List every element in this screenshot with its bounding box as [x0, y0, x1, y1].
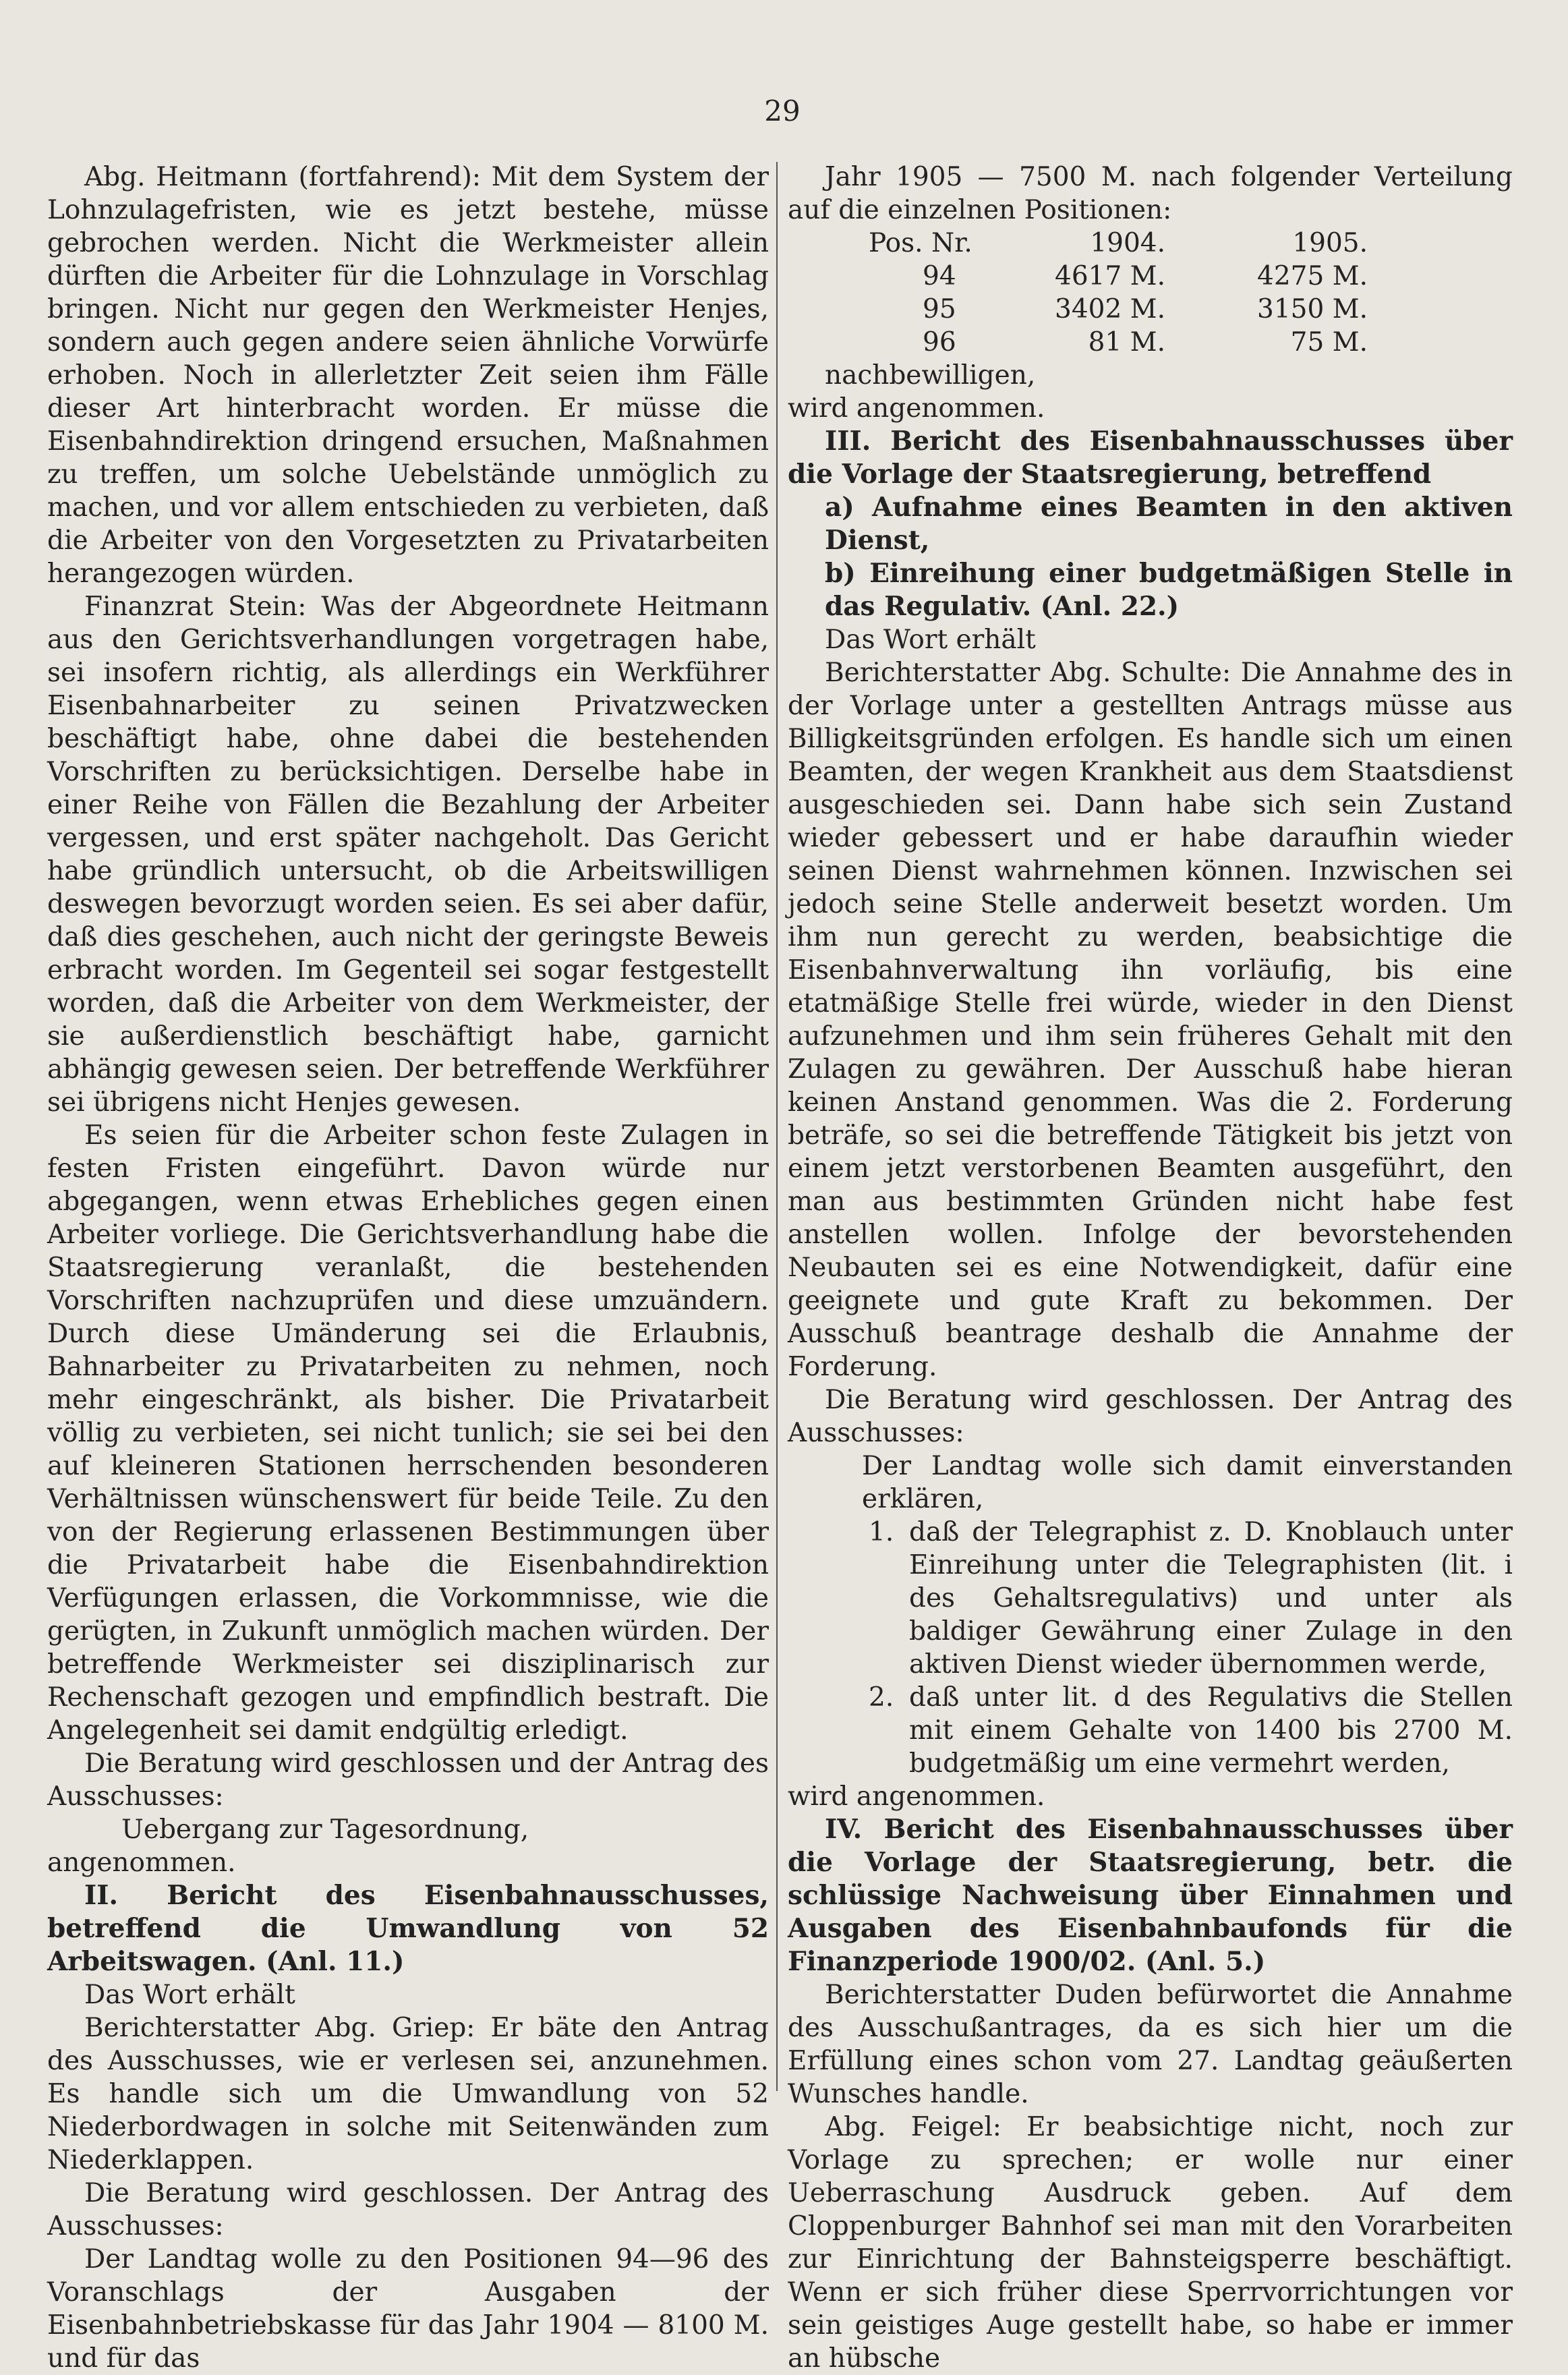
paragraph: Abg. Feigel: Er beabsichtige nicht, noch zur Vorlage zu sprechen; er wolle nur einer Ueberraschung Ausdruck geben. Auf dem Cloppenburger Bahnhof sei man mit den Vorarbeiten zur Einrichtung der Bahnsteigsperre beschäftigt. Wenn er sich früher diese Sperrvorrichtungen vor sein geistiges Auge gestellt habe, so habe er immer an hübsche — [788, 2112, 1513, 2374]
section-heading: IV. Bericht des Eisenbahnausschusses über die Vorlage der Staatsregierung, betr. die schlüssige Nachweisung über Einnahmen und Ausgaben des Eisenbahnbaufonds für die Finanzperiode 1900/02. (Anl. 5.) — [788, 1814, 1513, 1977]
paragraph: wird angenommen. — [788, 393, 1045, 424]
paragraph: Finanzrat Stein: Was der Abgeordnete Heitmann aus den Gerichtsverhandlungen vorgetragen habe, sei insofern richtig, als allerdings ein Werkführer Eisenbahnarbeiter zu seinen Privatzwecken beschäftigt habe, ohne dabei die bestehenden Vorschriften zu berücksichtigen. Derselbe habe in einer Reihe von Fällen die Bezahlung der Arbeiter vergessen, und erst später nachgeholt. Das Gericht habe gründlich untersucht, ob die Arbeitswilligen deswegen bevorzugt worden seien. Es sei aber dafür, daß dies geschehen, auch nicht der geringste Beweis erbracht worden. Im Gegenteil sei sogar festgestellt worden, daß die Arbeiter von dem Werkmeister, der sie außerdienstlich beschäftigt habe, garnicht abhängig gewesen seien. Der betreffende Werkführer sei übrigens nicht Henjes gewesen. — [47, 592, 769, 1118]
paragraph: nachbewilligen, — [825, 360, 1036, 391]
paragraph: Die Beratung wird geschlossen. Der Antrag des Ausschusses: — [47, 2178, 769, 2241]
table-header-cell: Pos. Nr. — [869, 228, 972, 258]
list-number: 2. — [869, 1682, 894, 1713]
table-cell: 95 — [923, 294, 956, 324]
list-item — [869, 1681, 1513, 1780]
list-item — [869, 1516, 1513, 1681]
left-column — [47, 161, 769, 2375]
paragraph: angenommen. — [47, 1848, 236, 1878]
list-text: daß unter lit. d des Regulativs die Stellen mit einem Gehalte von 1400 bis 2700 M. budgetmäßig um eine vermehrt werden, — [909, 1682, 1513, 1779]
paragraph: Die Beratung wird geschlossen und der Antrag des Ausschusses: — [47, 1748, 769, 1812]
paragraph: Berichterstatter Duden befürwortet die Annahme des Ausschußantrages, da es sich hier um die Erfüllung eines schon vom 27. Landtag geäußerten Wunsches handle. — [788, 1980, 1513, 2109]
paragraph: Abg. Heitmann (fortfahrend): Mit dem System der Lohnzulagefristen, wie es jetzt bestehe, müsse gebrochen werden. Nicht die Werkmeister allein dürften die Arbeiter für die Lohnzulage in Vorschlag bringen. Nicht nur gegen den Werkmeister Henjes, sondern auch gegen andere seien ähnliche Vorwürfe erhoben. Noch in allerletzter Zeit seien ihm Fälle dieser Art hinterbracht worden. Er müsse die Eisenbahndirektion dringend ersuchen, Maßnahmen zu treffen, um solche Uebelstände unmöglich zu machen, und vor allem entschieden zu verbieten, daß die Arbeiter von den Vorgesetzten zu Privatarbeiten herangezogen würden. — [47, 162, 769, 589]
section-heading: II. Bericht des Eisenbahnausschusses, betreffend die Umwandlung von 52 Arbeitswagen. (Anl. 11.) — [47, 1880, 769, 1977]
table-cell: 3402 M. — [1055, 294, 1165, 324]
paragraph: Es seien für die Arbeiter schon feste Zulagen in festen Fristen eingeführt. Davon würde nur abgegangen, wenn etwas Erhebliches gegen einen Arbeiter vorliege. Die Gerichtsverhandlung habe die Staatsregierung veranlaßt, die bestehenden Vorschriften nachzuprüfen und diese umzuändern. Durch diese Umänderung sei die Erlaubnis, Bahnarbeiter zu Privatarbeiten zu nehmen, noch mehr eingeschränkt, als bisher. Die Privatarbeit völlig zu verbieten, sei nicht tunlich; sie sei bei den auf kleineren Stationen herrschenden besonderen Verhältnissen wünschenswert für beide Teile. Zu den von der Regierung erlassenen Bestimmungen über die Privatarbeit habe die Eisenbahndirektion Verfügungen erlassen, die Vorkommnisse, wie die gerügten, in Zukunft unmöglich machen würden. Der betreffende Werkmeister sei disziplinarisch zur Rechenschaft gezogen und empfindlich bestraft. Die Angelegenheit sei damit endgültig erledigt. — [47, 1120, 769, 1746]
section-subheading: b) Einreihung einer budgetmäßigen Stelle in das Regulativ. (Anl. 22.) — [825, 558, 1513, 622]
table-cell: 4275 M. — [1257, 261, 1368, 291]
table-cell: 3150 M. — [1257, 294, 1368, 324]
table-header-cell: 1905. — [1292, 228, 1368, 258]
paragraph: Jahr 1905 — 7500 M. nach folgender Verteilung auf die einzelnen Positionen: — [788, 162, 1513, 225]
table-cell: 94 — [923, 261, 956, 291]
paragraph: Das Wort erhält — [825, 625, 1036, 655]
paragraph: Der Landtag wolle sich damit einverstanden erklären, — [862, 1451, 1513, 1514]
table-header-cell: 1904. — [1090, 228, 1165, 258]
table-cell: 81 M. — [1088, 327, 1165, 357]
paragraph: Die Beratung wird geschlossen. Der Antrag des Ausschusses: — [788, 1385, 1513, 1448]
section-heading: III. Bericht des Eisenbahnausschusses über die Vorlage der Staatsregierung, betreffend — [788, 426, 1513, 490]
paragraph: Berichterstatter Abg. Griep: Er bäte den Antrag des Ausschusses, wie er verlesen sei, anzunehmen. Es handle sich um die Umwandlung von 52 Niederbordwagen in solche mit Seitenwänden zum Niederklappen. — [47, 2013, 769, 2175]
list-text: daß der Telegraphist z. D. Knoblauch unter Einreihung unter die Telegraphisten (lit. i des Gehaltsregulativs) und unter als baldiger Gewährung einer Zulage in den aktiven Dienst wieder übernommen werde, — [909, 1517, 1513, 1680]
positions-table — [842, 227, 1513, 359]
right-column — [788, 161, 1513, 2375]
table-cell: 96 — [923, 327, 956, 357]
paragraph: Berichterstatter Abg. Schulte: Die Annahme des in der Vorlage unter a gestellten Antrags müsse aus Billigkeitsgründen erfolgen. Es handle sich um einen Beamten, der wegen Krankheit aus dem Staatsdienst ausgeschieden sei. Dann habe sich sein Zustand wieder gebessert und er habe daraufhin wieder seinen Dienst wahrnehmen können. Inzwischen sei jedoch seine Stelle anderweit besetzt worden. Um ihm nun gerecht zu werden, beabsichtige die Eisenbahnverwaltung ihn vorläufig, bis eine etatmäßige Stelle frei würde, wieder in den Dienst aufzunehmen und ihm sein früheres Gehalt mit den Zulagen zu gewähren. Der Ausschuß habe hieran keinen Anstand genommen. Was die 2. Forderung beträfe, so sei die betreffende Tätigkeit bis jetzt von einem jetzt verstorbenen Beamten ausgeführt, den man aus bestimmten Gründen nicht habe fest anstellen wollen. Infolge der bevorstehenden Neubauten sei es eine Notwendigkeit, dafür eine geeignete und gute Kraft zu bekommen. Der Ausschuß beantrage deshalb die Annahme der Forderung. — [788, 658, 1513, 1382]
paragraph: Uebergang zur Tagesordnung, — [121, 1814, 529, 1845]
section-subheading: a) Aufnahme eines Beamten in den aktiven Dienst, — [825, 492, 1513, 556]
table-cell: 4617 M. — [1055, 261, 1165, 291]
column-divider — [776, 162, 778, 2091]
list-number: 1. — [869, 1517, 894, 1547]
paragraph: wird angenommen. — [788, 1781, 1045, 1812]
page-number: 29 — [764, 94, 801, 127]
paragraph: Das Wort erhält — [84, 1980, 295, 2010]
paragraph: Der Landtag wolle zu den Positionen 94—96 des Voranschlags der Ausgaben der Eisenbahnbetriebskasse für das Jahr 1904 — 8100 M. und für das — [47, 2244, 769, 2374]
table-cell: 75 M. — [1290, 327, 1368, 357]
